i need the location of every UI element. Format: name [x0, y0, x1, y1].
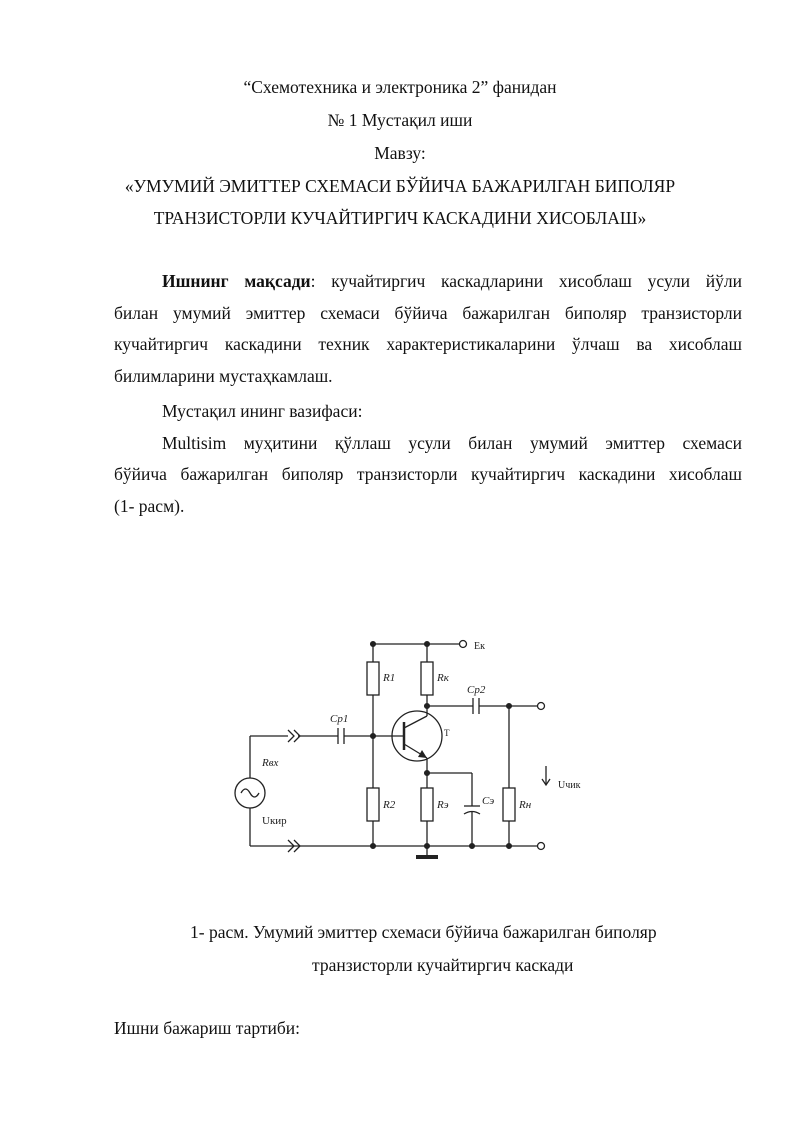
- circuit-diagram: [228, 630, 598, 865]
- goal-label: Ишнинг мақсади: [162, 271, 311, 291]
- task-text-3: (1- расм).: [114, 496, 185, 517]
- ukir-label: Uкир: [262, 815, 287, 827]
- task-text-1: Multisim муҳитини қўллаш усули билан умумий эмиттер схемаси: [162, 432, 742, 453]
- figure-caption-1: 1- расм. Умумий эмиттер схемаси бўйича бажарилган биполяр: [190, 922, 657, 942]
- ek-label: Ек: [474, 641, 485, 652]
- task-paragraph: [114, 396, 742, 523]
- goal-text-3: кучайтиргич каскадини техник характеристикаларини ўлчаш ва хисоблаш: [114, 334, 742, 355]
- rk-resistor: [421, 662, 433, 695]
- ce-label: Cэ: [482, 795, 495, 807]
- output-terminal-bottom: [538, 843, 545, 850]
- cp1-label: Cp1: [330, 713, 349, 725]
- goal-paragraph: [114, 266, 742, 393]
- r1-resistor: [367, 662, 379, 695]
- ek-terminal: [460, 641, 467, 648]
- transistor-label: T: [444, 728, 450, 738]
- cp2-label: Cp2: [467, 684, 486, 696]
- r1-label: R1: [383, 672, 396, 684]
- task-text-2: бўйича бажарилган биполяр транзисторли кучайтиргич каскадини хисоблаш: [114, 464, 742, 485]
- re-resistor: [421, 788, 433, 821]
- title-line-1: «УМУМИЙ ЭМИТТЕР СХЕМАСИ БЎЙИЧА БАЖАРИЛГАН БИПОЛЯР: [124, 176, 676, 196]
- goal-text-2: билан умумий эмиттер схемаси бўйича бажарилган биполяр транзисторли: [114, 302, 742, 323]
- procedure-heading: Ишни бажариш тартиби:: [114, 1018, 301, 1038]
- title-line-2: ТРАНЗИСТОРЛИ КУЧАЙТИРГИЧ КАСКАДИНИ ХИСОБЛАШ»: [153, 208, 647, 228]
- r2-label: R2: [383, 799, 396, 811]
- topic-label: Мавзу:: [374, 143, 426, 163]
- rvx-label: Rвх: [262, 757, 279, 769]
- rn-label: Rн: [519, 799, 532, 811]
- task-label: Мустақил ининг вазифаси:: [162, 401, 363, 421]
- sine-icon: [241, 789, 259, 797]
- re-label: Rэ: [437, 799, 449, 811]
- subject-line: “Схемотехника и электроника 2” фанидан: [243, 77, 557, 97]
- figure-caption-2: транзисторли кучайтиргич каскади: [312, 955, 574, 975]
- r2-resistor: [367, 788, 379, 821]
- rn-resistor: [503, 788, 515, 821]
- output-terminal-top: [538, 703, 545, 710]
- rk-label: Rк: [437, 672, 449, 684]
- work-number: № 1 Мустақил иши: [327, 110, 473, 130]
- input-arrow-top-1: [288, 730, 294, 742]
- goal-text-1: : кучайтиргич каскадларини хисоблаш усули йўли: [310, 271, 742, 291]
- goal-text-4: билимларини мустаҳкамлаш.: [114, 366, 333, 387]
- uchik-label: Uчик: [558, 780, 581, 791]
